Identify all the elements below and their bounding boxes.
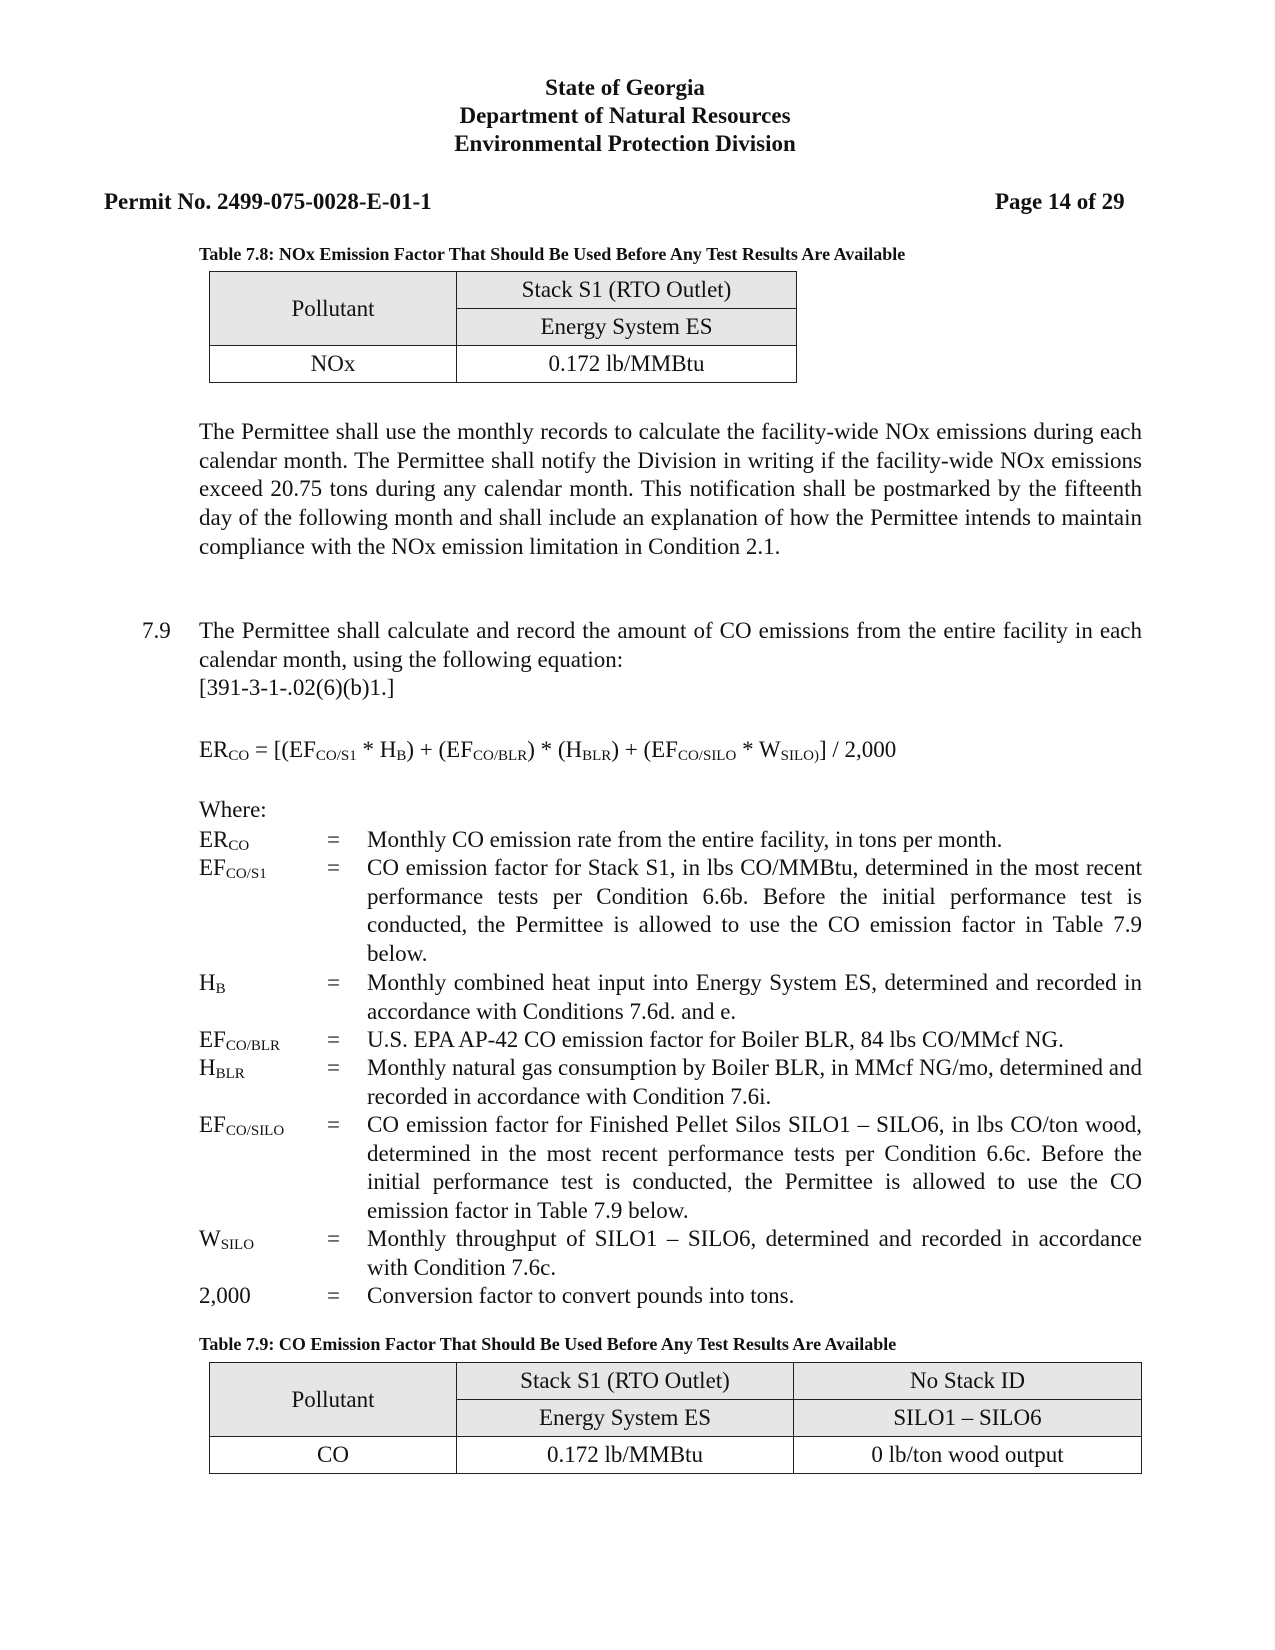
definition-text: Monthly natural gas consumption by Boiler BLR, in MMcf NG/mo, determined and recorded in accordance with Condition 7.6i. <box>367 1055 1142 1109</box>
table-cell-pollutant: NOx <box>210 346 457 383</box>
definition-row <box>199 1111 1142 1226</box>
agency-header <box>0 74 1250 158</box>
definition-text: Conversion factor to convert pounds into tons. <box>367 1283 795 1308</box>
definition-term: $EF_{CO/BLR}$ <box>199 1027 281 1054</box>
equals-sign: = <box>327 970 340 995</box>
definition-row <box>199 1054 1142 1111</box>
nox-notification-paragraph: The Permittee shall use the monthly records to calculate the facility-wide NOx emissions during each calendar month. The Permittee shall notify the Division in writing if the facility-wide NOx emissions exceed 20.75 tons during any calendar month. This notification shall be postmarked by the fifteenth day of the following month and shall include an explanation of how the Permittee intends to maintain compliance with the NOx emission limitation in Condition 2.1. <box>199 419 1142 559</box>
definition-text: CO emission factor for Finished Pellet Silos SILO1 – SILO6, in lbs CO/ton wood, determined in the most recent performance tests per Condition 6.6c. Before the initial performance test is conducted, the Permittee is allowed to use the CO emission factor in Table 7.9 below. <box>367 1112 1142 1224</box>
equals-sign: = <box>327 1055 340 1080</box>
table-cell-value: 0.172 lb/MMBtu <box>457 1437 794 1474</box>
equals-sign: = <box>327 827 340 852</box>
co-equation: $ER_{CO} = [(EF_{CO/S1} * H_B) + (EF_{CO/BLR}) * (H_{BLR}) + (EF_{CO/SILO} * W_{SILO)}] / 2,000$ <box>199 737 897 764</box>
definition-row <box>199 1026 1142 1055</box>
definition-row <box>199 1282 1142 1311</box>
definition-row <box>199 1225 1142 1282</box>
definition-row <box>199 854 1142 969</box>
equals-sign: = <box>327 1226 340 1251</box>
definition-text: CO emission factor for Stack S1, in lbs CO/MMBtu, determined in the most recent performance tests per Condition 6.6b. Before the initial performance test is conducted, the Permittee is allowed to use the CO emission factor in Table 7.9 below. <box>367 855 1142 967</box>
table-7-8-caption: Table 7.8: NOx Emission Factor That Should Be Used Before Any Test Results Are Available <box>199 244 906 264</box>
definition-term: $ER_{CO}$ <box>199 827 250 854</box>
table-7-8 <box>209 271 797 383</box>
table-header-pollutant: Pollutant <box>210 272 457 346</box>
table-header-stack: Stack S1 (RTO Outlet) <box>457 1363 794 1400</box>
table-row <box>210 346 797 383</box>
table-7-9-caption: Table 7.9: CO Emission Factor That Should Be Used Before Any Test Results Are Available <box>199 1334 897 1354</box>
table-7-9 <box>209 1362 1142 1474</box>
page-number: Page 14 of 29 <box>995 189 1125 214</box>
table-header-silos: SILO1 – SILO6 <box>794 1400 1142 1437</box>
definition-term: $H_B$ <box>199 970 226 997</box>
table-header-pollutant: Pollutant <box>210 1363 457 1437</box>
table-header-system: Energy System ES <box>457 309 797 346</box>
equals-sign: = <box>327 855 340 880</box>
definition-text: U.S. EPA AP-42 CO emission factor for Boiler BLR, 84 lbs CO/MMcf NG. <box>367 1027 1064 1052</box>
definition-term: $H_{BLR}$ <box>199 1055 245 1082</box>
header-state: State of Georgia <box>545 75 705 100</box>
condition-7-9-text <box>199 617 1142 703</box>
table-cell-pollutant: CO <box>210 1437 457 1474</box>
table-header-stack: Stack S1 (RTO Outlet) <box>457 272 797 309</box>
equals-sign: = <box>327 1112 340 1137</box>
definition-text: Monthly combined heat input into Energy System ES, determined and recorded in accordance with Conditions 7.6d. and e. <box>367 970 1142 1024</box>
definition-row <box>199 969 1142 1026</box>
definition-row <box>199 826 1142 855</box>
definition-text: Monthly throughput of SILO1 – SILO6, determined and recorded in accordance with Condition 7.6c. <box>367 1226 1142 1280</box>
table-header-nostack: No Stack ID <box>794 1363 1142 1400</box>
condition-7-9-citation: [391-3-1-.02(6)(b)1.] <box>199 675 395 701</box>
definition-term: $EF_{CO/S1}$ <box>199 855 267 882</box>
table-row <box>210 1437 1142 1474</box>
definition-text: Monthly CO emission rate from the entire facility, in tons per month. <box>367 827 1003 852</box>
condition-7-9-body: The Permittee shall calculate and record the amount of CO emissions from the entire facility in each calendar month, using the following equation: <box>199 618 1142 672</box>
permit-number: Permit No. 2499-075-0028-E-01-1 <box>104 189 432 214</box>
definition-term: 2,000 <box>199 1283 251 1308</box>
where-label: Where: <box>199 797 267 822</box>
header-division: Environmental Protection Division <box>454 131 796 156</box>
definition-term: $W_{SILO}$ <box>199 1226 255 1253</box>
definition-term: $EF_{CO/SILO}$ <box>199 1112 285 1139</box>
equals-sign: = <box>327 1283 340 1308</box>
table-header-system: Energy System ES <box>457 1400 794 1437</box>
equals-sign: = <box>327 1027 340 1052</box>
table-cell-value: 0 lb/ton wood output <box>794 1437 1142 1474</box>
table-cell-value: 0.172 lb/MMBtu <box>457 346 797 383</box>
condition-number: 7.9 <box>142 618 171 643</box>
header-department: Department of Natural Resources <box>459 103 791 128</box>
